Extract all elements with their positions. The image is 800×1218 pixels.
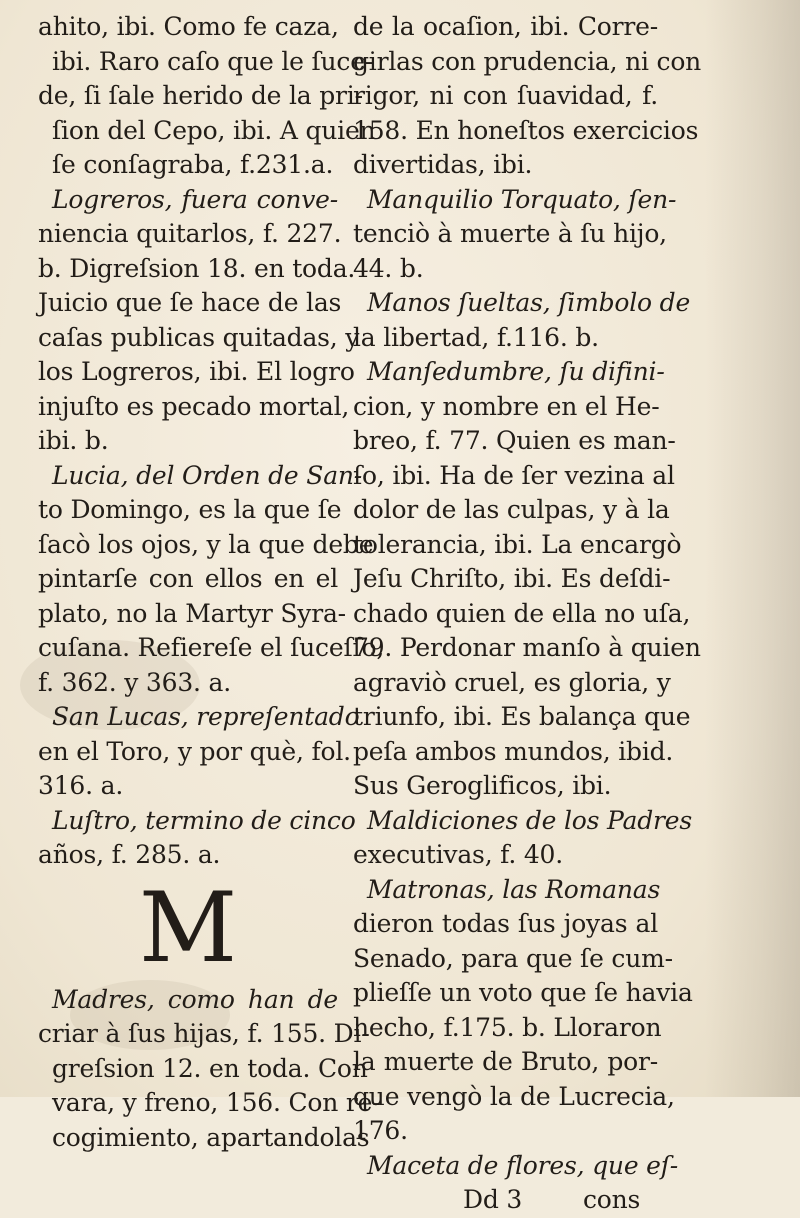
entry-heading-line: Matronas, las Romanas <box>367 874 661 904</box>
text-line: ibi. Raro caſo que le ſuce- <box>52 46 374 76</box>
text-line: la muerte de Bruto, por- <box>353 1047 658 1076</box>
text-line: años, f. 285. a. <box>38 840 221 869</box>
entry-heading-line: San Lucas, repreſentado <box>52 702 360 731</box>
catchword: cons <box>583 1185 641 1214</box>
text-line: caſas publicas quitadas, y <box>38 322 360 352</box>
text-line: cion, y nombre en el He- <box>353 391 660 421</box>
text-line: chado quien de ella no uſa, <box>353 598 691 628</box>
text-line: tolerancia, ibi. La encargò <box>353 529 682 559</box>
page-edge-shadow <box>705 0 800 1097</box>
text-line: 44. b. <box>353 253 424 283</box>
text-line: Jeſu Chriſto, ibi. Es deſdi- <box>353 564 671 593</box>
entry-heading-line: Manos ſueltas, ſimbolo de <box>367 288 691 317</box>
text-line: ſo, ibi. Ha de ſer vezina al <box>353 460 675 490</box>
text-line: Senado, para que ſe cum- <box>353 943 673 973</box>
text-line: ibi. b. <box>38 426 109 455</box>
text-line: girlas con prudencia, ni con <box>353 46 702 76</box>
text-line: pintarſe con ellos en el <box>38 564 338 593</box>
entry-heading-line: Madres, como han de <box>52 984 338 1014</box>
text-line: criar à ſus hijas, f. 155. Di- <box>38 1019 370 1048</box>
entry-heading-line: Luſtro, termino de cinco <box>52 805 356 835</box>
text-line: la libertad, f.116. b. <box>353 322 599 352</box>
text-line: injuſto es pecado mortal, <box>38 391 350 421</box>
text-line: peſa ambos mundos, ibid. <box>353 736 674 766</box>
text-line: greſsion 12. en toda. Con <box>52 1053 368 1083</box>
text-line: plato, no la Martyr Syra- <box>38 598 346 628</box>
text-line: tenciò à muerte à ſu hijo, <box>353 219 667 248</box>
text-line: dieron todas ſus joyas al <box>353 909 658 938</box>
signature-mark: Dd 3 <box>463 1185 523 1214</box>
text-line: Sus Geroglificos, ibi. <box>353 771 612 800</box>
entry-heading-line: Manſedumbre, ſu difini- <box>367 357 665 386</box>
text-line: vara, y freno, 156. Con re- <box>52 1088 381 1117</box>
text-line: 316. a. <box>38 771 124 800</box>
text-line: 158. En honeſtos exercicios <box>353 115 699 145</box>
text-line: dolor de las culpas, y à la <box>353 495 670 524</box>
text-line: breo, f. 77. Quien es man- <box>353 426 676 455</box>
text-line: hecho, f.175. b. Lloraron <box>353 1012 662 1042</box>
text-line: cogimiento, apartandolas <box>52 1122 370 1152</box>
text-line: ſion del Cepo, ibi. A quien <box>52 115 376 145</box>
text-line: en el Toro, y por què, fol. <box>38 736 351 766</box>
text-line: divertidas, ibi. <box>353 150 533 179</box>
text-line: triunfo, ibi. Es balança que <box>353 702 691 731</box>
text-line: rigor, ni con ſuavidad, f. <box>353 81 658 110</box>
text-line: los Logreros, ibi. El logro <box>38 357 355 386</box>
text-line: agraviò cruel, es gloria, y <box>353 667 671 697</box>
text-line: de, ſi ſale herido de la pri- <box>38 81 363 110</box>
right-column <box>353 10 702 1218</box>
text-line: ahito, ibi. Como fe caza, <box>38 12 339 41</box>
entry-heading-line: Logreros, fuera conve- <box>52 184 338 214</box>
text-line: to Domingo, es la que ſe <box>38 495 342 524</box>
entry-heading-line: Manquilio Torquato, ſen- <box>367 184 677 214</box>
text-line: ſe conſagraba, f.231.a. <box>52 150 334 179</box>
page-footer <box>353 1183 658 1218</box>
text-line: niencia quitarlos, f. 227. <box>38 219 342 248</box>
text-line: 79. Perdonar manſo à quien <box>353 633 701 662</box>
text-line: b. Digreſsion 18. en toda. <box>38 253 356 283</box>
section-initial-letter: M <box>138 871 238 984</box>
text-line: executivas, f. 40. <box>353 840 563 869</box>
entry-heading-line: Lucia, del Orden de San- <box>52 460 363 490</box>
text-line: cuſana. Refiereſe el ſuceſſo, <box>38 633 385 662</box>
entry-heading-line: Maldiciones de los Padres <box>367 805 692 835</box>
text-line: plieſſe un voto que ſe havia <box>353 978 693 1007</box>
text-line: f. 362. y 363. a. <box>38 667 231 697</box>
text-line: que vengò la de Lucrecia, <box>353 1081 675 1111</box>
text-line: de la ocaſion, ibi. Corre- <box>353 12 658 41</box>
text-line: Juicio que ſe hace de las <box>38 288 342 317</box>
entry-heading-line: Maceta de flores, que eſ- <box>367 1150 679 1180</box>
text-line: ſacò los ojos, y la que debe <box>38 529 374 559</box>
text-line: 176. <box>353 1116 408 1145</box>
